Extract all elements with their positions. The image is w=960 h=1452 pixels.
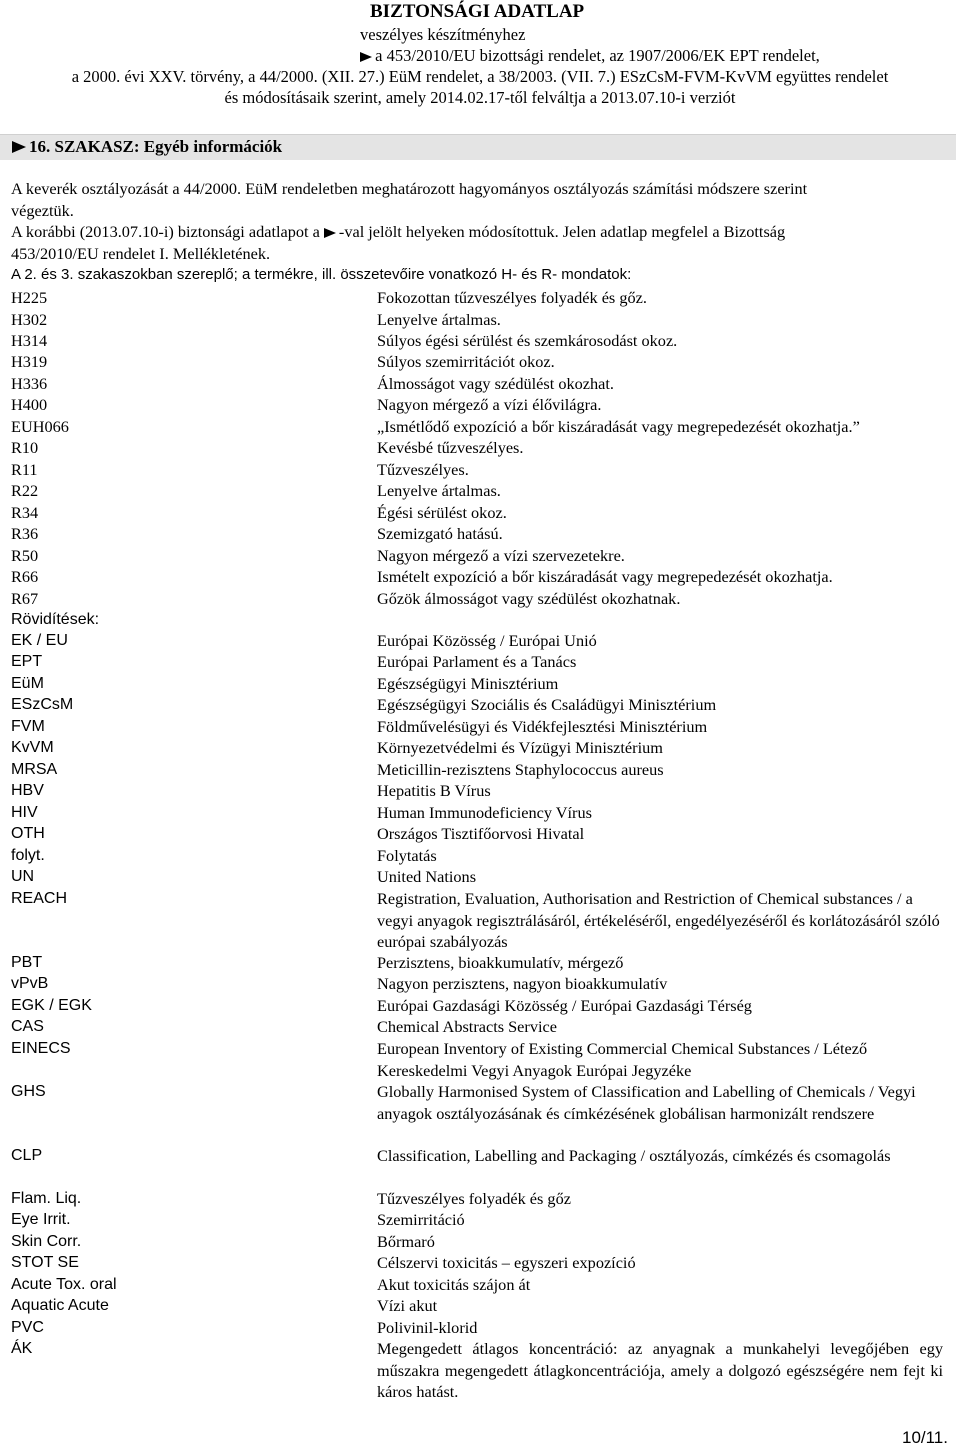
definition-text: Globally Harmonised System of Classification and Labelling of Chemicals / Vegyi anyagok osztályozásának és címkézésének globálisan harmonizált rendszere	[377, 1082, 916, 1123]
definition-text: Egészségügyi Szociális és Családügyi Minisztérium	[377, 695, 717, 714]
definition-text: Nagyon mérgező a vízi élővilágra.	[377, 395, 602, 414]
definition-text: Egészségügyi Minisztérium	[377, 674, 559, 693]
definition-code: R36	[11, 524, 39, 543]
page-number: 10/11.	[901, 1428, 948, 1447]
intro-paragraph: A korábbi (2013.07.10-i) biztonsági adatlapot a -val jelölt helyeken módosítottuk. Jelen adatlap megfelel a Bizottság	[11, 222, 786, 241]
definition-text: Európai Parlament és a Tanács	[377, 652, 577, 671]
definition-code: R11	[11, 460, 38, 479]
definition-text: „Ismétlődő expozíció a bőr kiszáradását vagy megrepedezését okozhatja.”	[377, 417, 860, 436]
definition-text: Hepatitis B Vírus	[377, 781, 491, 800]
definition-code: CAS	[11, 1018, 44, 1035]
definition-text: Human Immunodeficiency Vírus	[377, 803, 592, 822]
definition-code: vPvB	[11, 975, 49, 992]
definition-text: Kevésbé tűzveszélyes.	[377, 438, 524, 457]
definition-text: Szemizgató hatású.	[377, 524, 503, 543]
change-marker-icon	[12, 141, 26, 153]
definition-text: Tűzveszélyes.	[377, 460, 469, 479]
definition-text: Fokozottan tűzveszélyes folyadék és gőz.	[377, 288, 647, 307]
definition-text: Szemirritáció	[377, 1210, 465, 1229]
definition-code: Rövidítések:	[11, 611, 100, 628]
definition-code: EUH066	[11, 417, 69, 436]
definition-code: PBT	[11, 954, 43, 971]
definition-text: Tűzveszélyes folyadék és gőz	[377, 1189, 571, 1208]
definition-code: R67	[11, 589, 39, 608]
definition-text: Vízi akut	[377, 1296, 438, 1315]
definition-text: Égési sérülést okoz.	[377, 503, 507, 522]
definition-text: Nagyon perzisztens, nagyon bioakkumulatív	[377, 974, 668, 993]
definition-text: Akut toxicitás szájon át	[377, 1275, 531, 1294]
definition-code: HIV	[11, 804, 38, 821]
definition-code: H319	[11, 352, 48, 371]
definition-text: Perzisztens, bioakkumulatív, mérgező	[377, 953, 624, 972]
definition-code: EK / EU	[11, 632, 68, 649]
definition-text: Meticillin-rezisztens Staphylococcus aureus	[377, 760, 664, 779]
header-version-line: és módosításaik szerint, amely 2014.02.17-től felváltja a 2013.07.10-i verziót	[224, 88, 736, 107]
definition-text: Polivinil-klorid	[377, 1318, 478, 1337]
definition-text: Országos Tisztifőorvosi Hivatal	[377, 824, 585, 843]
document-header	[0, 0, 960, 108]
definition-text: European Inventory of Existing Commercial Chemical Substances / Létező Kereskedelmi Vegyi Anyagok Európai Jegyzéke	[377, 1039, 868, 1080]
definition-code: Aquatic Acute	[11, 1297, 109, 1314]
intro-paragraph: végeztük.	[11, 200, 74, 220]
definition-text: Lenyelve ártalmas.	[377, 310, 501, 329]
definition-text: Chemical Abstracts Service	[377, 1017, 557, 1036]
section-header	[0, 134, 956, 160]
definition-code: REACH	[11, 890, 68, 907]
section-title: 16. SZAKASZ: Egyéb információk	[29, 137, 283, 156]
definition-code: FVM	[11, 718, 45, 735]
definition-code: R34	[11, 503, 39, 522]
definition-text: Környezetvédelmi és Vízügyi Minisztérium	[377, 738, 663, 757]
definition-code: GHS	[11, 1083, 46, 1100]
definition-text: Nagyon mérgező a vízi szervezetekre.	[377, 546, 625, 565]
definition-code: R50	[11, 546, 39, 565]
definition-code: ÁK	[11, 1340, 33, 1357]
change-marker-icon	[360, 52, 372, 62]
definition-code: UN	[11, 868, 35, 885]
intro-paragraph: 453/2010/EU rendelet I. Mellékletének.	[11, 243, 271, 263]
definition-code: KvVM	[11, 739, 54, 756]
definition-code: MRSA	[11, 761, 58, 778]
definition-text: Földművelésügyi és Vidékfejlesztési Minisztérium	[377, 717, 708, 736]
definition-code: H400	[11, 395, 48, 414]
definition-text: United Nations	[377, 867, 477, 886]
definition-code: HBV	[11, 782, 44, 799]
definition-code: OTH	[11, 825, 45, 842]
definition-text: Registration, Evaluation, Authorisation and Restriction of Chemical substances / a vegyi anyagok regisztrálásáról, értékeléséről, engedélyezéséről és korlátozásáról szóló európai szabályozás	[377, 889, 940, 951]
definition-text: Európai Közösség / Európai Unió	[377, 631, 597, 650]
definition-code: Acute Tox. oral	[11, 1276, 117, 1293]
definition-code: Skin Corr.	[11, 1233, 82, 1250]
definition-code: folyt.	[11, 847, 45, 864]
definition-text: Lenyelve ártalmas.	[377, 481, 501, 500]
intro-paragraph: A 2. és 3. szakaszokban szereplő; a termékre, ill. összetevőire vonatkozó H- és R- mondatok:	[11, 266, 632, 283]
definition-code: EüM	[11, 675, 44, 692]
definition-text: Gőzök álmosságot vagy szédülést okozhatnak.	[377, 589, 681, 608]
definition-code: H225	[11, 288, 48, 307]
definition-text: Folytatás	[377, 846, 437, 865]
intro-text	[11, 178, 941, 286]
definition-code: H314	[11, 331, 48, 350]
definition-code: PVC	[11, 1319, 44, 1336]
definition-text: Classification, Labelling and Packaging / osztályozás, címkézés és csomagolás	[377, 1146, 891, 1165]
definition-text: Álmosságot vagy szédülést okozhat.	[377, 374, 614, 393]
definition-code: Flam. Liq.	[11, 1190, 82, 1207]
change-marker-icon	[324, 228, 336, 238]
definition-text: Célszervi toxicitás – egyszeri expozíció	[377, 1253, 636, 1272]
header-subtitle: veszélyes készítményhez	[360, 25, 526, 44]
intro-paragraph: A keverék osztályozását a 44/2000. EüM rendeletben meghatározott hagyományos osztályozás számítási módszere szerint	[11, 179, 808, 198]
definition-text: Súlyos égési sérülést és szemkárosodást okoz.	[377, 331, 678, 350]
definition-text: Európai Gazdasági Közösség / Európai Gazdasági Térség	[377, 996, 752, 1015]
header-regulation-line: a 453/2010/EU bizottsági rendelet, az 1907/2006/EK EPT rendelet,	[0, 45, 960, 66]
definition-code: R66	[11, 567, 39, 586]
definition-text: Megengedett átlagos koncentráció: az anyagnak a munkahelyi levegőjében egy műszakra megengedett átlagkoncentrációja, amely a dolgozó egészségére nem fejt ki káros hatást.	[377, 1339, 943, 1401]
definition-code: R22	[11, 481, 39, 500]
definition-code: H302	[11, 310, 48, 329]
definition-code: R10	[11, 438, 39, 457]
definition-code: ESzCsM	[11, 696, 74, 713]
definition-text: Súlyos szemirritációt okoz.	[377, 352, 555, 371]
header-regulation-line: a 2000. évi XXV. törvény, a 44/2000. (XII. 27.) EüM rendelet, a 38/2003. (VII. 7.) ESzCsM-FVM-KvVM együttes rendelet	[71, 67, 889, 86]
definition-text: Bőrmaró	[377, 1232, 435, 1251]
definition-code: EPT	[11, 653, 43, 670]
definition-code: STOT SE	[11, 1254, 79, 1271]
definition-text: Ismételt expozíció a bőr kiszáradását vagy megrepedezését okozhatja.	[377, 567, 833, 586]
definition-code: H336	[11, 374, 48, 393]
document-title: BIZTONSÁGI ADATLAP	[370, 1, 585, 22]
definition-code: CLP	[11, 1147, 43, 1164]
definition-code: EINECS	[11, 1040, 71, 1057]
definition-code: EGK / EGK	[11, 997, 92, 1014]
definition-code: Eye Irrit.	[11, 1211, 71, 1228]
